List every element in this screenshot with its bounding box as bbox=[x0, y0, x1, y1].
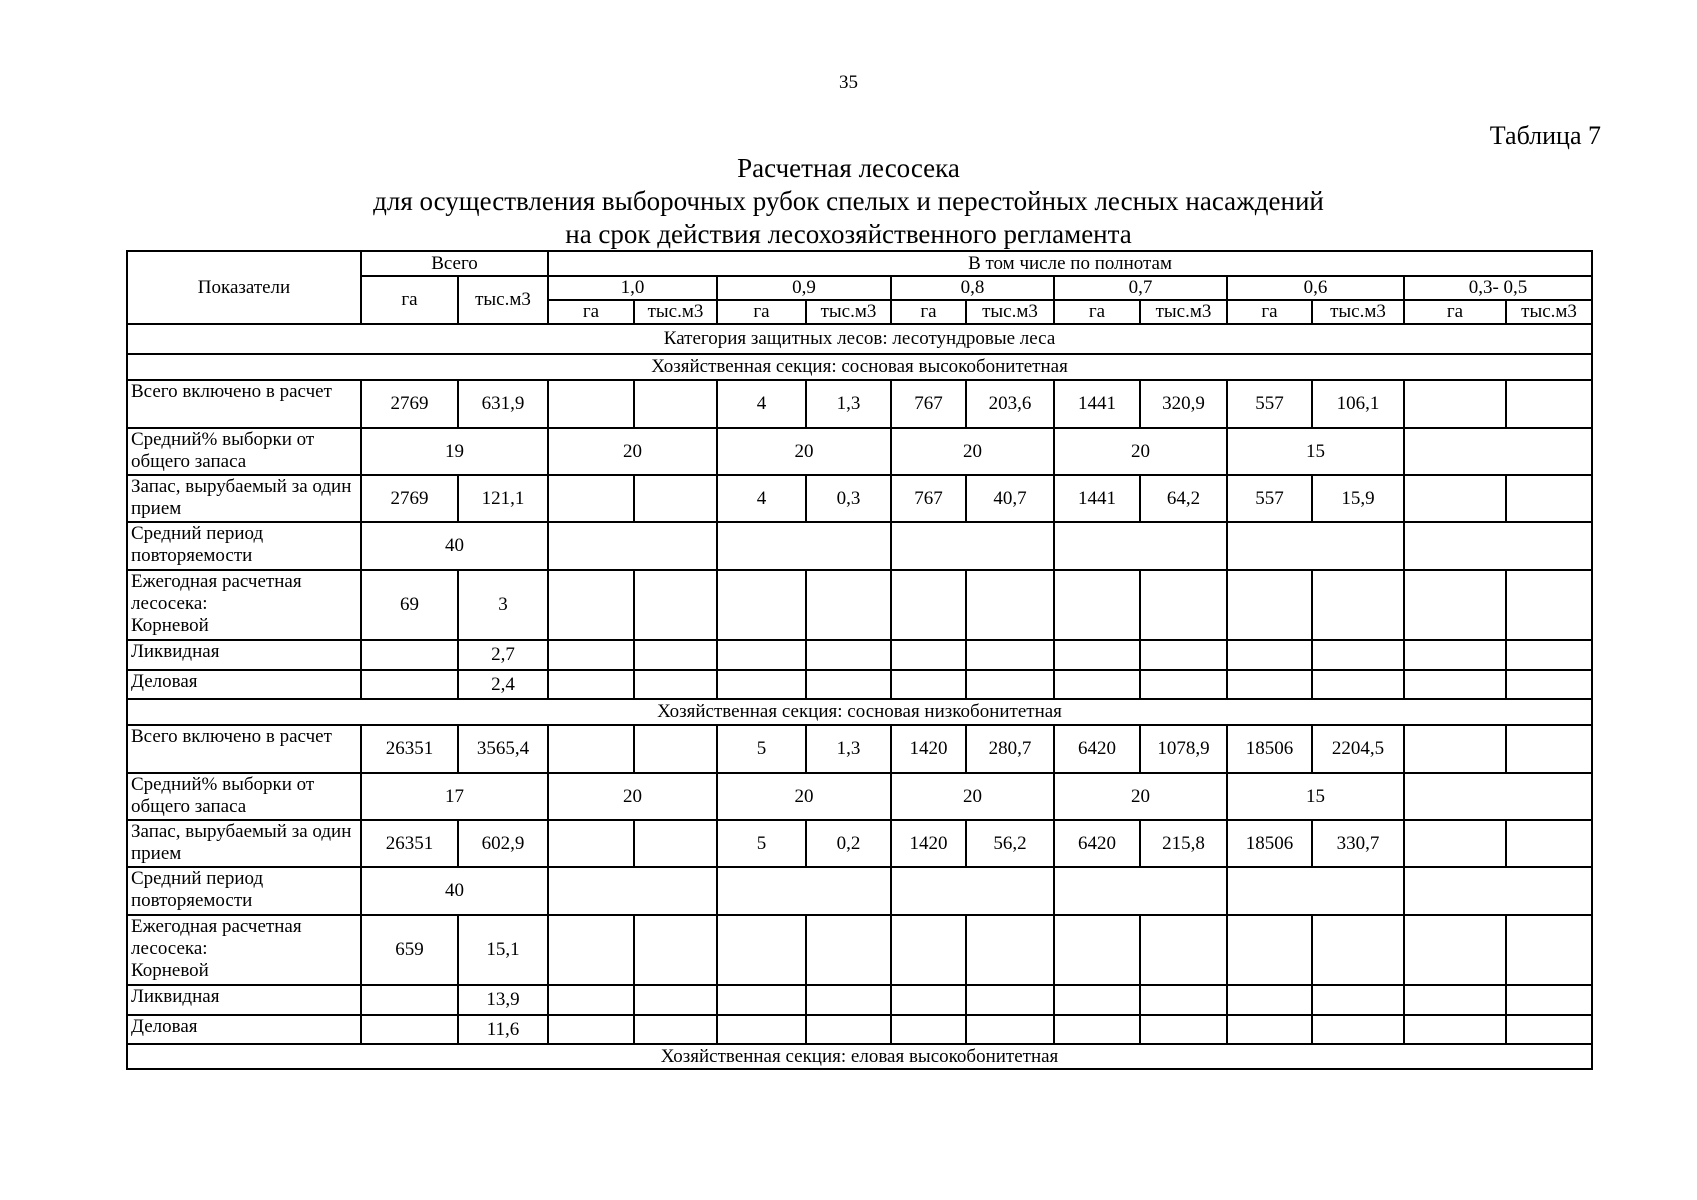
table-cell bbox=[1506, 820, 1592, 867]
table-cell bbox=[891, 1015, 966, 1044]
table-cell: 69 bbox=[361, 570, 458, 640]
table-cell: 19 bbox=[361, 428, 548, 475]
row-label: Средний период повторяемости bbox=[127, 867, 361, 915]
table-cell bbox=[548, 670, 634, 699]
table-row bbox=[127, 428, 1592, 475]
section-row: Хозяйственная секция: сосновая низкобонитетная bbox=[127, 699, 1592, 725]
table-cell bbox=[548, 985, 634, 1015]
header-th-m3: тыс.м3 bbox=[458, 276, 548, 324]
table-cell bbox=[1404, 428, 1592, 475]
table-cell bbox=[1054, 867, 1227, 915]
table-cell bbox=[1140, 670, 1227, 699]
table-cell: 18506 bbox=[1227, 820, 1312, 867]
table-cell bbox=[1404, 380, 1506, 428]
header-density: 0,6 bbox=[1227, 276, 1404, 300]
table-cell bbox=[806, 915, 891, 985]
section-row: Хозяйственная секция: сосновая высокобонитетная bbox=[127, 354, 1592, 380]
table-cell bbox=[1404, 522, 1592, 570]
table-cell: 56,2 bbox=[966, 820, 1054, 867]
row-label bbox=[127, 725, 361, 773]
table-cell: 15 bbox=[1227, 428, 1404, 475]
header-th-m3: тыс.м3 bbox=[806, 300, 891, 324]
row-label-text: Всего включено в расчет bbox=[131, 726, 332, 747]
table-cell bbox=[1054, 915, 1140, 985]
table-cell bbox=[1506, 475, 1592, 522]
row-label-text: Запас, вырубаемый за один прием bbox=[131, 476, 352, 519]
table-cell: 2,4 bbox=[458, 670, 548, 699]
table-cell: 6420 bbox=[1054, 725, 1140, 773]
table-cell: 20 bbox=[891, 428, 1054, 475]
header-th-m3: тыс.м3 bbox=[634, 300, 717, 324]
row-label bbox=[127, 475, 361, 522]
title-line: для осуществления выборочных рубок спелых и перестойных лесных насаждений bbox=[373, 186, 1324, 216]
table-cell bbox=[966, 670, 1054, 699]
table-cell bbox=[548, 915, 634, 985]
table-cell bbox=[361, 985, 458, 1015]
table-cell bbox=[891, 670, 966, 699]
row-label-text: Ежегодная расчетная лесосека: bbox=[131, 916, 302, 959]
table-cell bbox=[361, 1015, 458, 1044]
table-cell: 1420 bbox=[891, 820, 966, 867]
table-cell bbox=[1404, 773, 1592, 820]
table-cell: 1,3 bbox=[806, 725, 891, 773]
header-ha: га bbox=[361, 276, 458, 324]
table-cell bbox=[1140, 570, 1227, 640]
table-cell: 17 bbox=[361, 773, 548, 820]
row-label-text: Ликвидная bbox=[131, 641, 220, 662]
table-cell bbox=[1054, 985, 1140, 1015]
table-cell bbox=[1506, 380, 1592, 428]
table-cell bbox=[634, 640, 717, 670]
table-cell: 631,9 bbox=[458, 380, 548, 428]
table-cell bbox=[1404, 475, 1506, 522]
table-cell bbox=[634, 915, 717, 985]
row-label bbox=[127, 915, 361, 985]
table-cell bbox=[1506, 1015, 1592, 1044]
table-cell bbox=[891, 915, 966, 985]
table-cell bbox=[806, 640, 891, 670]
table-cell bbox=[1404, 725, 1506, 773]
table-cell bbox=[806, 570, 891, 640]
table-cell bbox=[548, 1015, 634, 1044]
table-cell bbox=[634, 570, 717, 640]
table-row bbox=[127, 1015, 1592, 1044]
table-cell: 20 bbox=[891, 773, 1054, 820]
row-label: Средний период повторяемости bbox=[127, 522, 361, 570]
table-cell: 18506 bbox=[1227, 725, 1312, 773]
table-row bbox=[127, 522, 1592, 570]
header-th-m3: тыс.м3 bbox=[1312, 300, 1404, 324]
table-cell: 215,8 bbox=[1140, 820, 1227, 867]
header-density: 1,0 bbox=[548, 276, 717, 300]
table-cell: 40 bbox=[361, 867, 548, 915]
row-label bbox=[127, 380, 361, 428]
row-label-text: Корневой bbox=[131, 960, 209, 981]
table-cell: 3 bbox=[458, 570, 548, 640]
table-cell: 557 bbox=[1227, 380, 1312, 428]
title-line: Расчетная лесосека bbox=[737, 153, 960, 183]
table-cell bbox=[717, 640, 806, 670]
cutting-area-table bbox=[126, 250, 1593, 1070]
table-cell: 15,1 bbox=[458, 915, 548, 985]
table-cell bbox=[548, 867, 717, 915]
table-cell bbox=[361, 640, 458, 670]
table-cell: 4 bbox=[717, 475, 806, 522]
table-cell bbox=[717, 670, 806, 699]
table-cell bbox=[717, 570, 806, 640]
table-cell bbox=[891, 867, 1054, 915]
table-cell bbox=[1140, 640, 1227, 670]
table-cell bbox=[1404, 820, 1506, 867]
table-cell: 2204,5 bbox=[1312, 725, 1404, 773]
header-ha: га bbox=[548, 300, 634, 324]
table-cell: 767 bbox=[891, 475, 966, 522]
table-cell: 2769 bbox=[361, 475, 458, 522]
table-cell bbox=[1227, 670, 1312, 699]
table-cell bbox=[1506, 570, 1592, 640]
row-label-text: Ликвидная bbox=[131, 986, 220, 1007]
table-cell bbox=[891, 570, 966, 640]
table-row bbox=[127, 725, 1592, 773]
section-row: Хозяйственная секция: еловая высокобонитетная bbox=[127, 1044, 1592, 1069]
table-cell bbox=[634, 380, 717, 428]
header-th-m3: тыс.м3 bbox=[966, 300, 1054, 324]
table-cell: 13,9 bbox=[458, 985, 548, 1015]
table-cell bbox=[806, 670, 891, 699]
table-cell bbox=[1054, 1015, 1140, 1044]
table-row bbox=[127, 820, 1592, 867]
table-row bbox=[127, 640, 1592, 670]
row-label-text: Всего включено в расчет bbox=[131, 381, 332, 402]
row-label-text: Ежегодная расчетная лесосека: bbox=[131, 571, 302, 614]
table-cell bbox=[1227, 985, 1312, 1015]
table-cell: 557 bbox=[1227, 475, 1312, 522]
header-ha: га bbox=[891, 300, 966, 324]
table-row bbox=[127, 475, 1592, 522]
table-cell: 20 bbox=[548, 428, 717, 475]
table-cell bbox=[1404, 1015, 1506, 1044]
table-cell: 2769 bbox=[361, 380, 458, 428]
table-cell bbox=[1054, 640, 1140, 670]
table-cell: 280,7 bbox=[966, 725, 1054, 773]
table-cell bbox=[1506, 915, 1592, 985]
table-cell bbox=[1506, 640, 1592, 670]
table-cell: 1,3 bbox=[806, 380, 891, 428]
table-cell: 106,1 bbox=[1312, 380, 1404, 428]
category-row: Категория защитных лесов: лесотундровые леса bbox=[127, 324, 1592, 354]
table-cell bbox=[1404, 915, 1506, 985]
header-total: Всего bbox=[361, 251, 548, 276]
table-cell bbox=[806, 985, 891, 1015]
table-cell bbox=[1227, 1015, 1312, 1044]
table-cell bbox=[1312, 570, 1404, 640]
table-row bbox=[127, 773, 1592, 820]
title-line: на срок действия лесохозяйственного регламента bbox=[565, 219, 1132, 249]
table-cell: 0,3 bbox=[806, 475, 891, 522]
table-cell: 20 bbox=[717, 428, 891, 475]
row-label bbox=[127, 570, 361, 640]
table-cell: 121,1 bbox=[458, 475, 548, 522]
table-cell bbox=[1312, 670, 1404, 699]
table-row bbox=[127, 867, 1592, 915]
table-cell: 330,7 bbox=[1312, 820, 1404, 867]
table-cell bbox=[717, 867, 891, 915]
header-ha: га bbox=[1054, 300, 1140, 324]
row-label: Средний% выборки от общего запаса bbox=[127, 773, 361, 820]
header-ha: га bbox=[717, 300, 806, 324]
table-cell: 1441 bbox=[1054, 380, 1140, 428]
table-cell bbox=[634, 670, 717, 699]
table-title bbox=[0, 152, 1697, 251]
table-cell: 15,9 bbox=[1312, 475, 1404, 522]
table-cell bbox=[634, 820, 717, 867]
table-cell bbox=[1404, 570, 1506, 640]
table-cell: 6420 bbox=[1054, 820, 1140, 867]
header-th-m3: тыс.м3 bbox=[1140, 300, 1227, 324]
table-cell bbox=[1506, 670, 1592, 699]
table-cell bbox=[548, 820, 634, 867]
table-row bbox=[127, 380, 1592, 428]
table-cell bbox=[548, 522, 717, 570]
header-ha: га bbox=[1227, 300, 1312, 324]
table-cell: 1420 bbox=[891, 725, 966, 773]
table-cell bbox=[1312, 985, 1404, 1015]
table-cell bbox=[1404, 985, 1506, 1015]
table-cell bbox=[891, 985, 966, 1015]
table-cell bbox=[1054, 570, 1140, 640]
table-cell bbox=[1506, 725, 1592, 773]
table-cell: 40,7 bbox=[966, 475, 1054, 522]
table-cell bbox=[1404, 670, 1506, 699]
table-cell: 602,9 bbox=[458, 820, 548, 867]
table-cell: 203,6 bbox=[966, 380, 1054, 428]
table-cell bbox=[1140, 915, 1227, 985]
table-cell: 4 bbox=[717, 380, 806, 428]
table-cell bbox=[1227, 522, 1404, 570]
table-cell bbox=[548, 475, 634, 522]
table-cell: 20 bbox=[1054, 428, 1227, 475]
table-cell: 20 bbox=[548, 773, 717, 820]
row-label-text: Корневой bbox=[131, 615, 209, 636]
table-cell bbox=[361, 670, 458, 699]
table-cell bbox=[634, 1015, 717, 1044]
table-cell: 26351 bbox=[361, 725, 458, 773]
header-density: 0,8 bbox=[891, 276, 1054, 300]
table-cell bbox=[548, 640, 634, 670]
table-cell: 11,6 bbox=[458, 1015, 548, 1044]
table-cell: 767 bbox=[891, 380, 966, 428]
table-cell bbox=[548, 725, 634, 773]
table-cell: 320,9 bbox=[1140, 380, 1227, 428]
table-cell: 0,2 bbox=[806, 820, 891, 867]
header-density: 0,7 bbox=[1054, 276, 1227, 300]
table-cell bbox=[717, 985, 806, 1015]
table-cell bbox=[634, 985, 717, 1015]
table-cell bbox=[717, 522, 891, 570]
table-row bbox=[127, 915, 1592, 985]
table-cell bbox=[548, 570, 634, 640]
row-label bbox=[127, 640, 361, 670]
table-cell bbox=[806, 1015, 891, 1044]
table-cell bbox=[1404, 640, 1506, 670]
table-cell bbox=[1312, 1015, 1404, 1044]
table-cell bbox=[717, 1015, 806, 1044]
table-cell bbox=[966, 640, 1054, 670]
table-cell bbox=[1054, 522, 1227, 570]
table-cell bbox=[966, 915, 1054, 985]
table-cell bbox=[966, 985, 1054, 1015]
table-cell bbox=[1227, 915, 1312, 985]
table-cell bbox=[966, 570, 1054, 640]
page-number: 35 bbox=[839, 72, 858, 93]
header-density: 0,3- 0,5 bbox=[1404, 276, 1592, 300]
table-cell bbox=[1054, 670, 1140, 699]
header-th-m3: тыс.м3 bbox=[1506, 300, 1592, 324]
header-by-density: В том числе по полнотам bbox=[548, 251, 1592, 276]
table-cell: 20 bbox=[1054, 773, 1227, 820]
table-cell bbox=[1227, 867, 1404, 915]
table-cell bbox=[1506, 985, 1592, 1015]
table-cell: 64,2 bbox=[1140, 475, 1227, 522]
table-cell bbox=[1227, 570, 1312, 640]
table-cell bbox=[1312, 915, 1404, 985]
table-label: Таблица 7 bbox=[1489, 121, 1601, 150]
table-cell: 1441 bbox=[1054, 475, 1140, 522]
table-cell: 1078,9 bbox=[1140, 725, 1227, 773]
row-label-text: Деловая bbox=[131, 1016, 198, 1037]
table-cell bbox=[548, 380, 634, 428]
table-cell: 15 bbox=[1227, 773, 1404, 820]
table-cell bbox=[1140, 985, 1227, 1015]
table-cell bbox=[1404, 867, 1592, 915]
row-label bbox=[127, 1015, 361, 1044]
table-cell bbox=[891, 522, 1054, 570]
table-cell: 2,7 bbox=[458, 640, 548, 670]
table-cell: 20 bbox=[717, 773, 891, 820]
row-label bbox=[127, 820, 361, 867]
table-cell bbox=[1140, 1015, 1227, 1044]
table-cell bbox=[634, 725, 717, 773]
row-label-text: Деловая bbox=[131, 671, 198, 692]
header-indicators: Показатели bbox=[127, 251, 361, 324]
table-cell bbox=[891, 640, 966, 670]
header-density: 0,9 bbox=[717, 276, 891, 300]
table-cell bbox=[1227, 640, 1312, 670]
table-cell: 3565,4 bbox=[458, 725, 548, 773]
table-cell: 5 bbox=[717, 725, 806, 773]
header-ha: га bbox=[1404, 300, 1506, 324]
table-row bbox=[127, 570, 1592, 640]
table-cell: 26351 bbox=[361, 820, 458, 867]
row-label bbox=[127, 985, 361, 1015]
table-row bbox=[127, 670, 1592, 699]
table-cell bbox=[634, 475, 717, 522]
table-cell: 659 bbox=[361, 915, 458, 985]
table-cell bbox=[1312, 640, 1404, 670]
row-label bbox=[127, 670, 361, 699]
row-label: Средний% выборки от общего запаса bbox=[127, 428, 361, 475]
table-cell: 5 bbox=[717, 820, 806, 867]
row-label-text: Запас, вырубаемый за один прием bbox=[131, 821, 352, 864]
table-cell: 40 bbox=[361, 522, 548, 570]
table-row bbox=[127, 985, 1592, 1015]
table-cell bbox=[966, 1015, 1054, 1044]
table-cell bbox=[717, 915, 806, 985]
